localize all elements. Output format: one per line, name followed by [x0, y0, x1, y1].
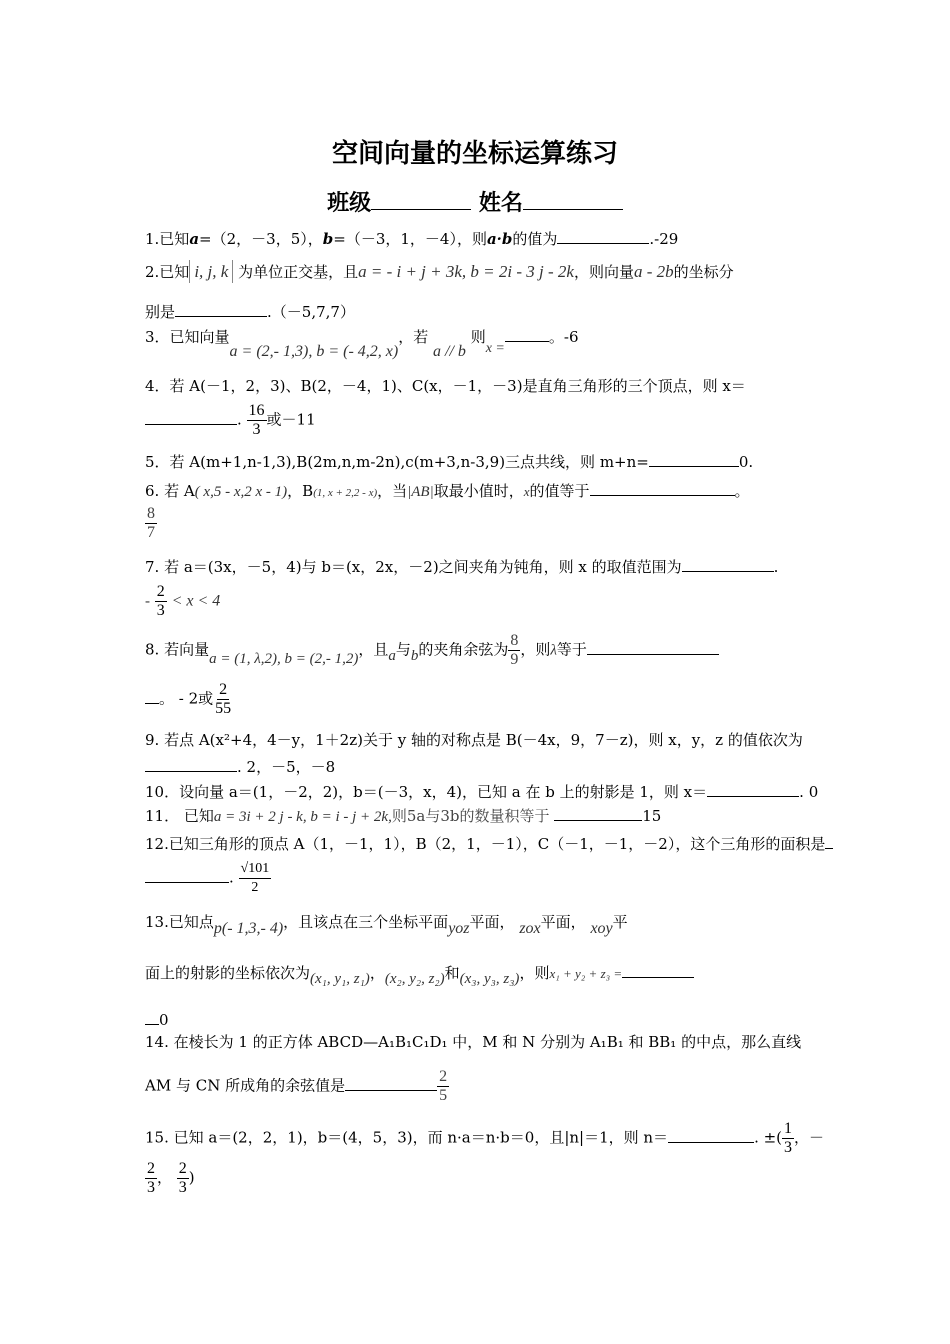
- answer-blank: [587, 639, 719, 655]
- class-label: 班级: [327, 190, 372, 216]
- answer-blank: [622, 962, 694, 978]
- answer-blank: [145, 867, 229, 883]
- problem-8-answer: 。 - 2或 $\frac{2}{55}$: [145, 681, 233, 718]
- problem-2-line2: 别是 .（－5,7,7）: [145, 303, 355, 321]
- problem-3: 3．已知向量a = (2,- 1,3), b = (- 4,2, x)，若 a // b 则x =。-6: [145, 328, 579, 360]
- answer: 。-6: [548, 328, 579, 346]
- problem-14: 14. 在棱长为 1 的正方体 ABCD—A₁B₁C₁D₁ 中，M 和 N 分别为 A₁B₁ 和 BB₁ 的中点，那么直线: [145, 1033, 802, 1051]
- problem-7: 7. 若 a＝(3x，－5，4)与 b＝(x，2x，－2)之间夹角为钝角，则 x 的取值范围为 .: [145, 558, 779, 576]
- problem-12-answer: . $\frac{√101}{2}$: [145, 860, 271, 897]
- problem-9-answer: . 2，－5，－8: [145, 756, 335, 777]
- problem-15: 15. 已知 a＝(2，2，1)，b＝(4，5，3)，而 n·a＝n·b＝0，且|n|＝1，则 n＝ . ±( $\frac{1}{3}$ ，－: [145, 1120, 825, 1156]
- problem-10: 10．设向量 a＝(1，－2，2)，b＝(－3，x，4)，已知 a 在 b 上的射影是 1，则 x＝ . 0: [145, 783, 819, 801]
- problem-13-line2: 面上的射影的坐标依次为(x₁, y₁, z₁)，(x₂, y₂, z₂)和(x₃, y₃, z₃)，则x₁ + y₂ + z₃ =: [145, 962, 694, 984]
- page-title: 空间向量的坐标运算练习: [331, 139, 618, 169]
- problem-8: 8. 若向量a = (1, λ,2), b = (2,- 1,2)，且a与b的夹角余弦为 $\frac{8}{9}$ ，则λ等于: [145, 632, 719, 669]
- subtitle: [0, 186, 950, 217]
- problem-13: 13.已知点p(- 1,3,- 4)，且该点在三个坐标平面yoz平面， zox平面， xoy平: [145, 913, 628, 937]
- problem-5: 5．若 A(m+1,n-1,3),B(2m,n,m-2n),c(m+3,n-3,9)三点共线，则 m+n= 0.: [145, 453, 754, 471]
- problem-13-answer: 0: [145, 1009, 169, 1030]
- problem-7-answer: - $\frac{2}{3}$ < x < 4: [145, 583, 221, 619]
- problem-14-line2: AM 与 CN 所成角的余弦值是 $\frac{2}{5}$: [145, 1068, 448, 1104]
- answer-blank: [707, 781, 799, 797]
- answer-blank: [175, 301, 267, 317]
- answer-blank: [590, 480, 735, 496]
- name-label: 姓名: [478, 190, 523, 216]
- answer-blank: [145, 756, 237, 772]
- problem-11: 11． 已知a = 3i + 2 j - k, b = i - j + 2k,则5a与3b的数量积等于 15: [145, 807, 662, 825]
- answer: .-29: [649, 230, 679, 248]
- answer-blank: [649, 451, 739, 467]
- answer: .（－5,7,7）: [267, 303, 355, 321]
- problem-2: 2.已知 i, j, k 为单位正交基，且a = - i + j + 3k, b = 2i - 3 j - 2k，则向量a - 2b的坐标分: [145, 262, 734, 281]
- problem-9: 9. 若点 A(x²+4，4－y，1＋2z)关于 y 轴的对称点是 B(－4x，9，7－z)，则 x，y，z 的值依次为: [145, 731, 803, 749]
- answer-blank: [682, 556, 774, 572]
- problem-4-answer: . $\frac{16}{3}$ 或－11: [145, 402, 316, 439]
- answer-blank: [554, 805, 642, 821]
- answer-blank: [345, 1075, 437, 1091]
- answer-blank: [505, 326, 549, 342]
- problem-4: 4．若 A(－1，2，3)、B(2，－4，1)、C(x，－1，－3)是直角三角形的三个顶点，则 x＝: [145, 377, 746, 395]
- problem-6: 6. 若 A( x,5 - x,2 x - 1)，B(1, x + 2,2 - x)，当|AB|取最小值时，x的值等于 。: [145, 482, 750, 500]
- answer: 0.: [738, 453, 754, 471]
- problem-6-answer: $\frac{8}{7}$: [147, 505, 155, 541]
- answer-blank: [668, 1127, 754, 1143]
- answer-blank: [145, 409, 237, 425]
- problem-1: 1.已知a=（2，－3，5），b=（－3，1，－4），则a·b的值为 .-29: [145, 230, 679, 248]
- answer-blank: [557, 228, 649, 244]
- problem-12: 12.已知三角形的顶点 A（1，－1，1），B（2，1，－1），C（－1，－1，－2），这个三角形的面积是: [145, 833, 833, 854]
- name-blank: [523, 194, 623, 210]
- problem-15-answer: $\frac{2}{3}$ ， $\frac{2}{3}$ ): [147, 1160, 195, 1196]
- class-blank: [371, 194, 471, 210]
